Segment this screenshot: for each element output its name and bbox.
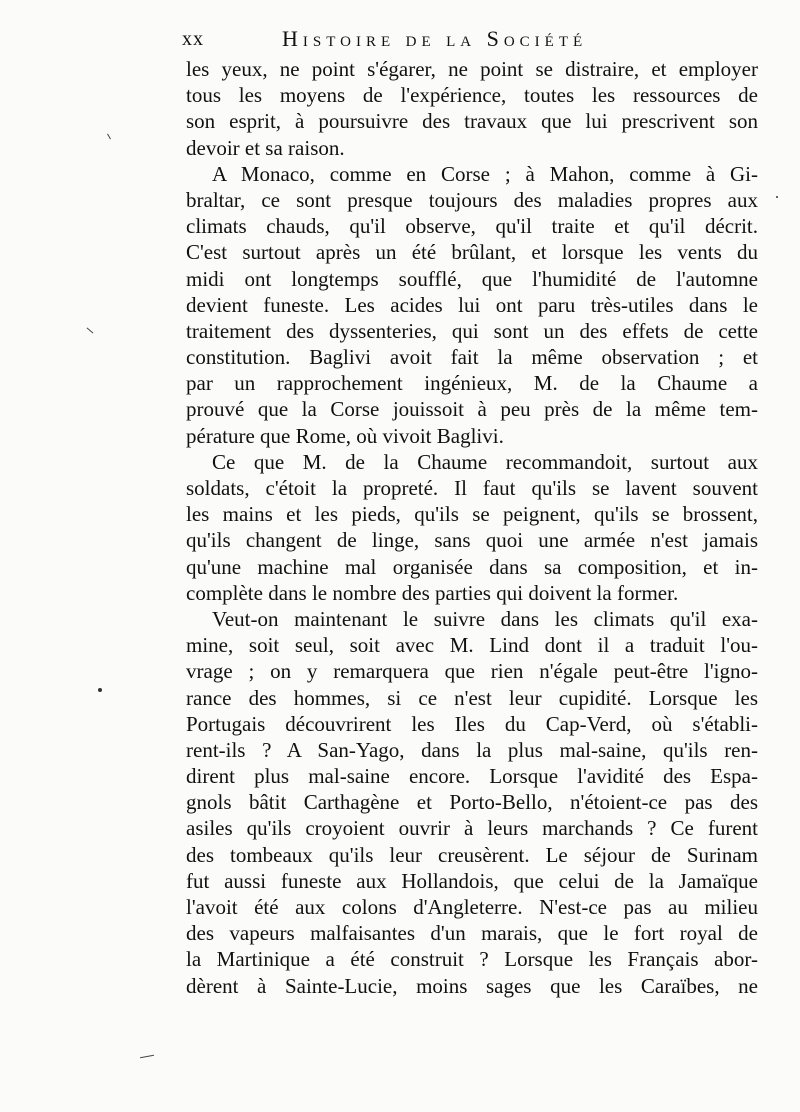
text-line: la Martinique a été construit ? Lorsque les Français abor- [186,947,758,972]
text-line: des tombeaux qu'ils leur creusèrent. Le séjour de Surinam [186,842,758,867]
margin-mark [107,134,111,140]
text-line: vrage ; on y remarquera que rien n'égale peut-être l'igno- [186,659,758,684]
margin-mark [87,328,94,334]
text-line: son esprit, à poursuivre des travaux que lui prescrivent son [186,109,758,134]
text-line: soldats, c'étoit la propreté. Il faut qu'ils se lavent souvent [186,476,758,500]
text-line: les yeux, ne point s'égarer, ne point se distraire, et employer [186,57,758,81]
text-line: des vapeurs malfaisantes d'un marais, que le fort royal de [186,921,758,946]
ink-speck [98,688,102,692]
margin-mark [140,1055,154,1058]
text-line: tous les moyens de l'expérience, toutes les ressources de [186,83,758,108]
text-line: complète dans le nombre des parties qui doivent la former. [186,580,679,605]
text-line: climats chauds, qu'il observe, qu'il traite et qu'il décrit. [186,214,758,239]
ink-speck [776,196,778,198]
text-line: prouvé que la Corse jouissoit à peu près de la même tem- [186,397,758,422]
text-line: braltar, ce sont presque toujours des maladies propres aux [186,187,758,212]
text-line: asiles qu'ils croyoient ouvrir à leurs marchands ? Ce furent [186,816,758,841]
text-line: dèrent à Sainte-Lucie, moins sages que les Caraïbes, ne [186,973,758,998]
text-line: dirent plus mal-saine encore. Lorsque l'avidité des Espa- [186,764,758,789]
text-line: mine, soit seul, soit avec M. Lind dont il a traduit l'ou- [186,633,758,658]
text-line: constitution. Baglivi avoit fait la même observation ; et [186,345,758,370]
text-line: C'est surtout après un été brûlant, et lorsque les vents du [186,240,758,265]
text-line: devoir et sa raison. [186,135,345,160]
text-line: l'avoit été aux colons d'Angleterre. N'est-ce pas au milieu [186,895,758,919]
text-line: qu'une machine mal organisée dans sa composition, et in- [186,554,758,579]
text-line: A Monaco, comme en Corse ; à Mahon, comme à Gi- [212,161,758,186]
text-line: gnols bâtit Carthagène et Porto-Bello, n'étoient-ce pas des [186,790,758,815]
text-line: devient funeste. Les acides lui ont paru très-utiles dans le [186,292,758,317]
running-title: Histoire de la Société [282,26,588,51]
text-line: par un rapprochement ingénieux, M. de la Chaume a [186,371,758,396]
text-line: fut aussi funeste aux Hollandois, que celui de la Jamaïque [186,868,758,893]
text-line: traitement des dyssenteries, qui sont un des effets de cette [186,318,758,343]
text-line: Portugais découvrirent les Iles du Cap-Verd, où s'établi- [186,711,758,736]
text-line: rent-ils ? A San-Yago, dans la plus mal-saine, qu'ils ren- [186,737,758,762]
text-line: Ce que M. de la Chaume recommandoit, surtout aux [212,449,758,474]
text-line: les mains et les pieds, qu'ils se peignent, qu'ils se brossent, [186,502,758,527]
text-line: midi ont longtemps soufflé, que l'humidité de l'automne [186,266,758,291]
text-line: qu'ils changent de linge, sans quoi une armée n'est jamais [186,528,758,553]
body-text [186,56,758,999]
text-line: rance des hommes, si ce n'est leur cupidité. Lorsque les [186,685,758,710]
text-line: pérature que Rome, où vivoit Baglivi. [186,423,504,448]
page-number: xx [182,28,204,50]
text-line: Veut-on maintenant le suivre dans les climats qu'il exa- [212,606,758,631]
page-header [182,26,762,56]
